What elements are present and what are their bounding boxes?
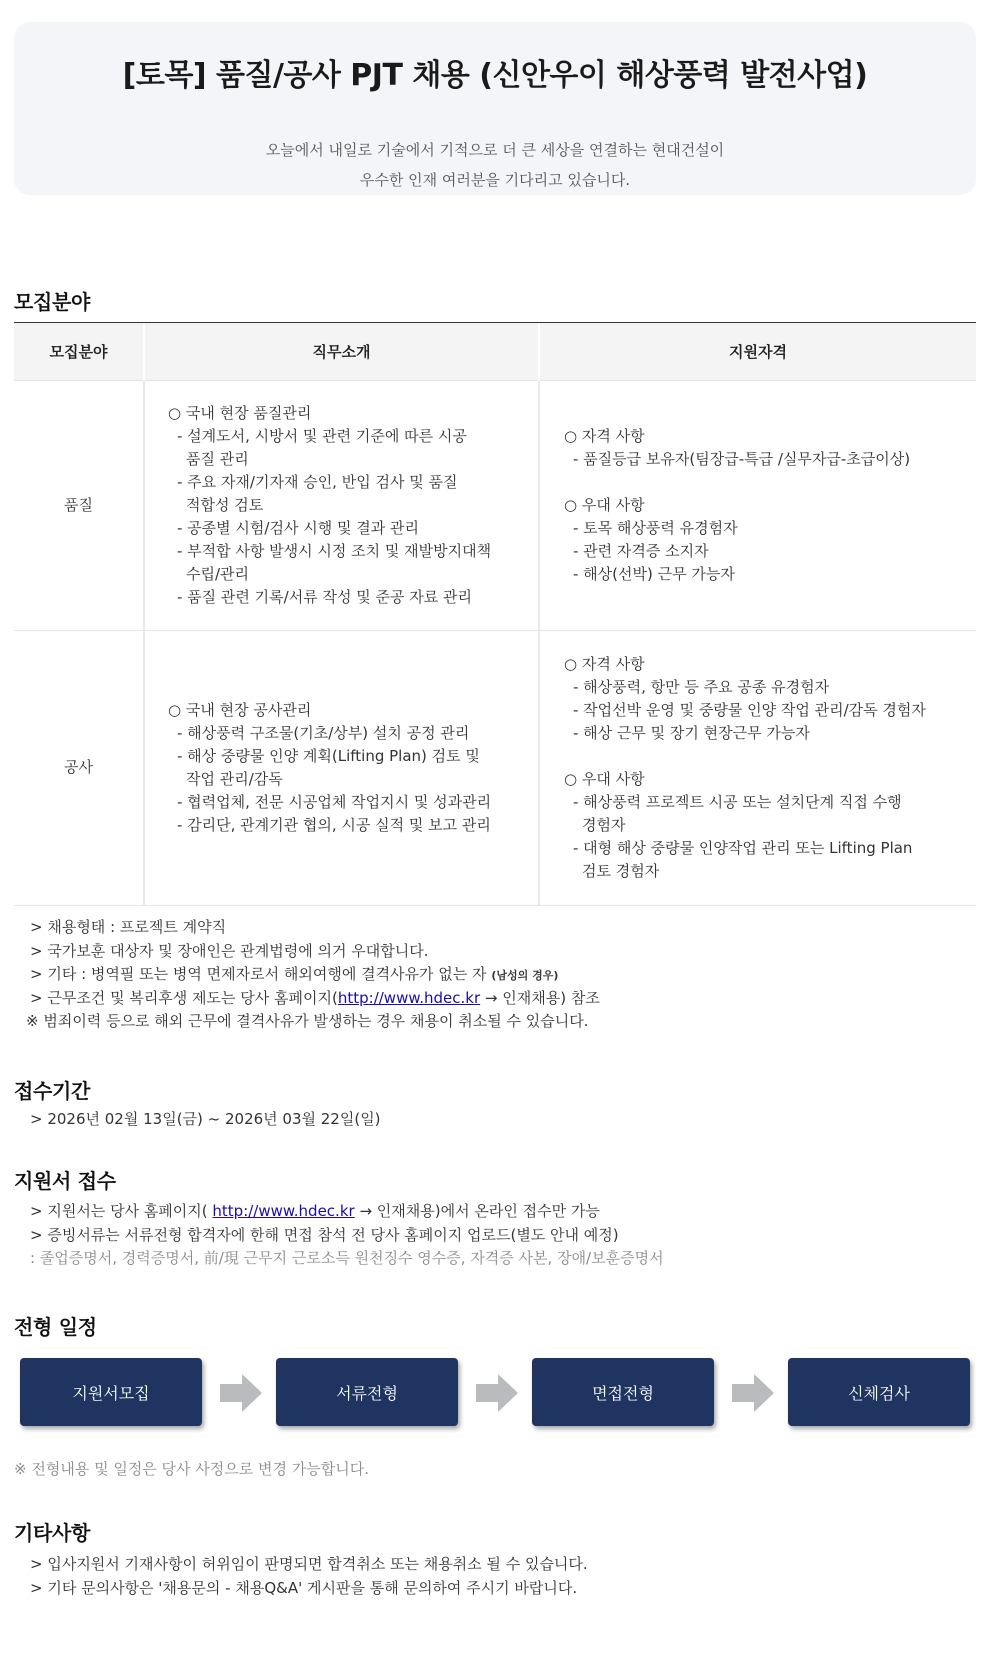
duty-line: - 감리단, 관계기관 협의, 시공 실적 및 보고 관리 <box>177 815 491 834</box>
duty-line: - 주요 자재/기자재 승인, 반입 검사 및 품질 <box>177 472 458 491</box>
duty-line: - 품질 관련 기록/서류 작성 및 준공 자료 관리 <box>177 587 472 606</box>
section-title-etc: 기타사항 <box>14 1521 91 1545</box>
qual-line: - 관련 자격증 소지자 <box>573 541 709 560</box>
subtitle-line: 우수한 인재 여러분을 기다리고 있습니다. <box>359 171 631 189</box>
spacer <box>564 471 966 494</box>
arrow-right-icon <box>476 1372 518 1414</box>
qual-line: - 해상풍력 프로젝트 시공 또는 설치단계 직접 수행 <box>573 792 902 811</box>
note-line: > 국가보훈 대상자 및 장애인은 관계법령에 의거 우대합니다. <box>30 941 429 960</box>
duty-line: ○ 국내 현장 공사관리 <box>168 700 312 719</box>
column-header: 모집분야 <box>14 323 144 380</box>
step-box: 면접전형 <box>532 1358 714 1426</box>
step-box: 신체검사 <box>788 1358 970 1426</box>
column-header: 지원자격 <box>539 323 976 380</box>
note-text: > 기타 : 병역필 또는 병역 면제자로서 해외여행에 결격사유가 없는 자 <box>30 965 487 983</box>
qual-line: 검토 경험자 <box>582 861 660 880</box>
section-title-recruit: 모집분야 <box>14 290 91 314</box>
note-line <box>30 1200 664 1224</box>
note-small: (남성의 경우) <box>491 969 559 982</box>
quals-cell <box>539 380 976 630</box>
recruit-notes <box>26 916 600 1034</box>
section-title-apply: 지원서 접수 <box>14 1169 116 1193</box>
period-text: > 2026년 02월 13일(금) ~ 2026년 03월 22일(일) <box>30 1110 381 1128</box>
section-title-schedule: 전형 일정 <box>14 1315 97 1339</box>
note-line: > 기타 문의사항은 '채용문의 - 채용Q&A' 게시판을 통해 문의하여 주시기 바랍니다. <box>30 1578 578 1597</box>
page-title: [토목] 품질/공사 PJT 채용 (신안우이 해상풍력 발전사업) <box>122 58 868 93</box>
subtitle-line: 오늘에서 내일로 기술에서 기적으로 더 큰 세상을 연결하는 현대건설이 <box>265 141 725 159</box>
category-cell: 공사 <box>14 630 144 905</box>
note-text: > 근무조건 및 복리후생 제도는 당사 홈페이지( <box>30 988 338 1007</box>
apply-notes <box>30 1200 664 1271</box>
arrow-right-icon <box>220 1372 262 1414</box>
duties-cell <box>144 380 539 630</box>
duty-line: 적합성 검토 <box>186 495 264 514</box>
note-line: > 입사지원서 기재사항이 허위임이 판명되면 합격취소 또는 채용취소 될 수 있습니다. <box>30 1555 588 1573</box>
homepage-link[interactable]: http://www.hdec.kr <box>212 1202 355 1220</box>
qual-line: - 해상풍력, 항만 등 주요 공종 유경험자 <box>573 677 830 696</box>
note-text: > 지원서는 당사 홈페이지( <box>30 1202 213 1220</box>
etc-notes <box>30 1553 588 1600</box>
step-box: 서류전형 <box>276 1358 458 1426</box>
qual-line: - 해상(선박) 근무 가능자 <box>573 564 735 583</box>
qual-line: ○ 자격 사항 <box>564 426 645 445</box>
duty-line: 수립/관리 <box>186 564 250 583</box>
note-line <box>30 963 600 987</box>
note-line: > 증빙서류는 서류전형 합격자에 한해 면접 참석 전 당사 홈페이지 업로드(별도 안내 예정) <box>30 1225 619 1244</box>
table-row <box>14 380 976 630</box>
recruit-table <box>14 323 976 906</box>
period-notes <box>30 1108 381 1132</box>
spacer <box>564 745 966 768</box>
qual-line: - 대형 해상 중량물 인양작업 관리 또는 Lifting Plan <box>573 838 913 857</box>
note-line: > 채용형태 : 프로젝트 계약직 <box>30 918 227 936</box>
duty-line: - 공종별 시험/검사 시행 및 결과 관리 <box>177 518 419 537</box>
arrow-right-icon <box>732 1372 774 1414</box>
note-text: → 인재채용) 참조 <box>480 988 600 1007</box>
duty-line: - 해상 중량물 인양 계획(Lifting Plan) 검토 및 <box>177 746 480 765</box>
header-banner <box>14 22 976 195</box>
category-cell: 품질 <box>14 380 144 630</box>
qual-line: ○ 자격 사항 <box>564 654 645 673</box>
duty-line: - 설계도서, 시방서 및 관련 기준에 따른 시공 <box>177 426 467 445</box>
qual-line: 경험자 <box>582 815 626 834</box>
duties-cell <box>144 630 539 905</box>
qual-line: - 작업선박 운영 및 중량물 인양 작업 관리/감독 경험자 <box>573 700 926 719</box>
note-line: ※ 범죄이력 등으로 해외 근무에 결격사유가 발생하는 경우 채용이 취소될 수 있습니다. <box>26 1012 589 1030</box>
section-title-period: 접수기간 <box>14 1079 91 1103</box>
header-subtitle <box>14 135 976 195</box>
note-text: → 인재채용)에서 온라인 접수만 가능 <box>354 1202 600 1220</box>
duty-line: - 부적합 사항 발생시 시정 조치 및 재발방지대책 <box>177 541 492 560</box>
qual-line: ○ 우대 사항 <box>564 495 645 514</box>
duty-line: 품질 관리 <box>186 449 249 468</box>
qual-line: ○ 우대 사항 <box>564 769 645 788</box>
schedule-flow <box>20 1358 970 1428</box>
table-row <box>14 630 976 905</box>
duty-line: - 협력업체, 전문 시공업체 작업지시 및 성과관리 <box>177 792 492 811</box>
note-line <box>30 987 600 1011</box>
qual-line: - 품질등급 보유자(팀장급-특급 /실무자급-초급이상) <box>573 449 911 468</box>
schedule-note: ※ 전형내용 및 일정은 당사 사정으로 변경 가능합니다. <box>14 1460 370 1478</box>
column-header: 직무소개 <box>144 323 539 380</box>
step-box: 지원서모집 <box>20 1358 202 1426</box>
homepage-link[interactable]: http://www.hdec.kr <box>337 988 481 1007</box>
duty-line: 작업 관리/감독 <box>186 769 283 788</box>
duty-line: - 해상풍력 구조물(기초/상부) 설치 공정 관리 <box>177 723 470 742</box>
qual-line: - 해상 근무 및 장기 현장근무 가능자 <box>573 723 810 742</box>
duty-line: ○ 국내 현장 품질관리 <box>168 403 312 422</box>
qual-line: - 토목 해상풍력 유경험자 <box>573 518 738 537</box>
note-line: : 졸업증명서, 경력증명서, 前/現 근무지 근로소득 원천징수 영수증, 자격증 사본, 장애/보훈증명서 <box>30 1249 664 1267</box>
quals-cell <box>539 630 976 905</box>
